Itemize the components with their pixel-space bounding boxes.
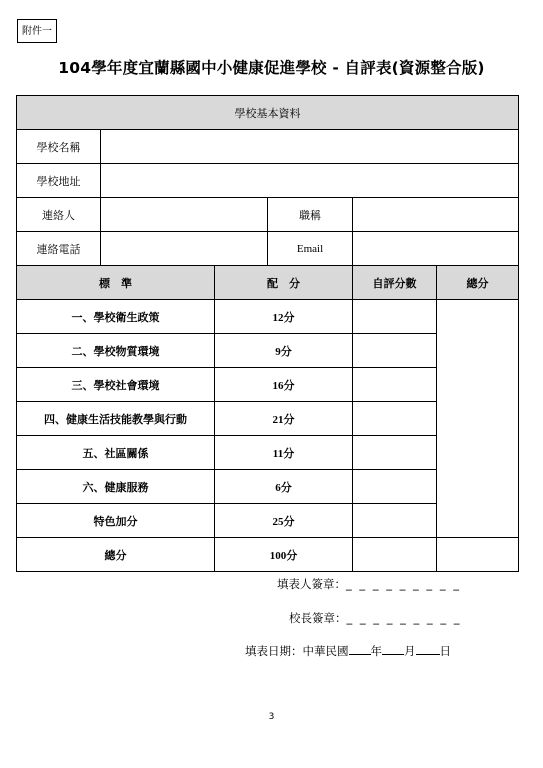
evaluation-table bbox=[16, 95, 519, 572]
total-row bbox=[17, 538, 519, 572]
self-score-field[interactable] bbox=[353, 368, 437, 402]
school-address-row bbox=[17, 164, 519, 198]
allocation-cell: 9分 bbox=[215, 334, 353, 368]
standard-cell: 特色加分 bbox=[17, 504, 215, 538]
self-score-field[interactable] bbox=[353, 402, 437, 436]
self-score-field[interactable] bbox=[353, 300, 437, 334]
standard-cell: 三、學校社會環境 bbox=[17, 368, 215, 402]
principal-signature-blank[interactable]: _ _ _ _ _ _ _ _ _ bbox=[346, 611, 462, 625]
contact-label: 連絡人 bbox=[17, 198, 101, 232]
phone-label: 連絡電話 bbox=[17, 232, 101, 266]
page-number: 3 bbox=[268, 712, 275, 722]
score-row bbox=[17, 300, 519, 334]
basic-info-header: 學校基本資料 bbox=[17, 96, 519, 130]
allocation-cell: 6分 bbox=[215, 470, 353, 504]
day-label: 日 bbox=[439, 644, 451, 658]
school-address-field[interactable] bbox=[101, 164, 519, 198]
total-score-field[interactable] bbox=[437, 300, 519, 538]
allocation-cell: 25分 bbox=[215, 504, 353, 538]
job-title-label: 職稱 bbox=[268, 198, 353, 232]
score-header-row bbox=[17, 266, 519, 300]
contact-row bbox=[17, 198, 519, 232]
standard-header: 標 準 bbox=[17, 266, 215, 300]
self-score-field[interactable] bbox=[353, 436, 437, 470]
self-score-field[interactable] bbox=[353, 470, 437, 504]
allocation-cell: 16分 bbox=[215, 368, 353, 402]
total-label: 總分 bbox=[17, 538, 215, 572]
day-blank[interactable] bbox=[416, 642, 440, 655]
page-title: 104學年度宜蘭縣國中小健康促進學校 - 自評表(資源整合版) bbox=[58, 59, 485, 77]
standard-cell: 六、健康服務 bbox=[17, 470, 215, 504]
school-name-row bbox=[17, 130, 519, 164]
self-score-field[interactable] bbox=[353, 334, 437, 368]
school-address-label: 學校地址 bbox=[17, 164, 101, 198]
month-label: 月 bbox=[404, 644, 416, 658]
email-field[interactable] bbox=[353, 232, 519, 266]
year-label: 年 bbox=[370, 644, 382, 658]
allocation-cell: 11分 bbox=[215, 436, 353, 470]
basic-info-header-row bbox=[17, 96, 519, 130]
standard-cell: 二、學校物質環境 bbox=[17, 334, 215, 368]
standard-cell: 一、學校衛生政策 bbox=[17, 300, 215, 334]
allocation-header: 配 分 bbox=[215, 266, 353, 300]
total-self-score-field[interactable] bbox=[353, 538, 437, 572]
phone-row bbox=[17, 232, 519, 266]
self-score-header: 自評分數 bbox=[353, 266, 437, 300]
principal-signature-line bbox=[289, 610, 462, 626]
total-allocation: 100分 bbox=[215, 538, 353, 572]
filler-signature-blank[interactable]: _ _ _ _ _ _ _ _ _ bbox=[346, 577, 461, 591]
self-score-field[interactable] bbox=[353, 504, 437, 538]
contact-field[interactable] bbox=[101, 198, 268, 232]
total-header: 總分 bbox=[437, 266, 519, 300]
allocation-cell: 12分 bbox=[215, 300, 353, 334]
principal-signature-label: 校長簽章： bbox=[289, 611, 347, 625]
fill-date-label: 填表日期：中華民國 bbox=[245, 644, 349, 658]
grand-total-field[interactable] bbox=[437, 538, 519, 572]
standard-cell: 五、社區關係 bbox=[17, 436, 215, 470]
allocation-cell: 21分 bbox=[215, 402, 353, 436]
phone-field[interactable] bbox=[101, 232, 268, 266]
school-name-field[interactable] bbox=[101, 130, 519, 164]
attachment-label: 附件一 bbox=[17, 19, 57, 43]
standard-cell: 四、健康生活技能教學與行動 bbox=[17, 402, 215, 436]
email-label: Email bbox=[268, 232, 353, 266]
filler-signature-label: 填表人簽章： bbox=[277, 577, 346, 591]
year-blank[interactable] bbox=[349, 642, 371, 655]
job-title-field[interactable] bbox=[353, 198, 519, 232]
filler-signature-line bbox=[277, 576, 461, 592]
month-blank[interactable] bbox=[382, 642, 404, 655]
fill-date-line bbox=[245, 642, 451, 659]
school-name-label: 學校名稱 bbox=[17, 130, 101, 164]
